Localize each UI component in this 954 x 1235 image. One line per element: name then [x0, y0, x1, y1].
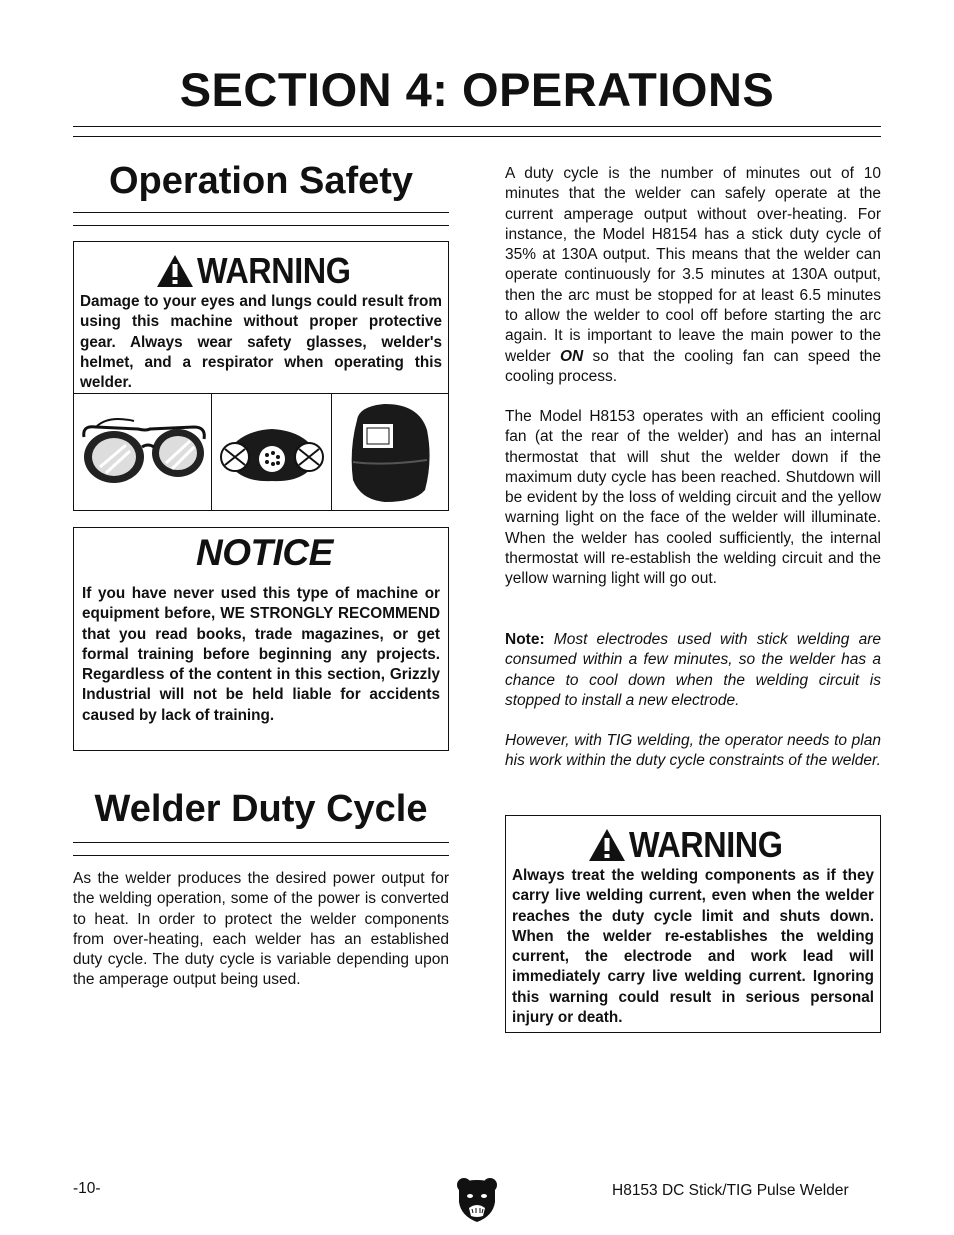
warning-box-live-current	[505, 815, 881, 1033]
warning-word-2: WARNING	[628, 824, 783, 865]
duty-cycle-paragraph: As the welder produces the desired power output for the welding operation, some of the power is converted to heat. In order to protect the welder components from over-heating, each welder has an established duty cycle. The duty cycle is variable depending upon the amperage output being used.	[73, 870, 449, 989]
warning-box-safety	[73, 241, 449, 511]
warning-triangle-icon	[155, 253, 195, 289]
heading-rule-bottom	[73, 225, 449, 226]
grizzly-bear-logo	[455, 1176, 499, 1224]
warning-header	[74, 246, 448, 296]
note-paragraph	[505, 630, 881, 711]
duty-heading-rule-top	[73, 842, 449, 843]
respirator-icon	[217, 417, 327, 487]
right-paragraph-2: The Model H8153 operates with an efficient cooling fan (at the rear of the welder) and has an internal thermostat that will shut the welder down if the maximum duty cycle has been reached. Shutdown will be evident by the loss of welding circuit and the yellow warning light on the face of the welder will illuminate. When the welder has cooled sufficiently, the internal thermostat will re-establish the welding circuit and the yellow warning light will go out.	[505, 408, 881, 588]
section-title: SECTION 4: OPERATIONS	[179, 63, 775, 116]
page-number: -10-	[73, 1180, 101, 1197]
ppe-image-row	[74, 393, 448, 510]
notice-box	[73, 527, 449, 751]
notice-text: If you have never used this type of machine or equipment before, WE STRONGLY RECOMMEND that you read books, trade magazines, or get formal training before beginning any projects. Regardless of the content in this section, Grizzly Industrial will not be held liable for accidents caused by lack of training.	[82, 585, 440, 724]
operation-safety-heading: Operation Safety	[108, 160, 414, 202]
warning-word: WARNING	[196, 250, 351, 291]
notice-word: NOTICE	[196, 532, 333, 573]
duty-heading-rule-bottom	[73, 855, 449, 856]
note-text: Most electrodes used with stick welding are consumed within a few minutes, so the welder has a chance to cool down when the welding circuit is stopped to install a new electrode.	[505, 631, 881, 709]
warning-header-2	[506, 820, 880, 870]
warning-triangle-icon	[587, 827, 627, 863]
note-label: Note:	[505, 631, 545, 648]
helmet-cell	[332, 394, 448, 510]
right-paragraph-4: However, with TIG welding, the operator needs to plan his work within the duty cycle constraints of the welder.	[505, 732, 881, 770]
notice-header	[74, 528, 448, 584]
para1-text-a: A duty cycle is the number of minutes out of 10 minutes that the welder can safely operate at the current amperage output without over-heating. For instance, the Model H8154 has a stick duty cycle of 35% at 130A output. This means that the welder can operate continuously for 3.5 minutes at 130A output, then the arc must be stopped for at least 6.5 minutes to allow the welder to cool off before starting the arc again. It is important to leave the main power to the welder	[505, 165, 881, 365]
respirator-cell	[212, 394, 332, 510]
title-rule-top	[73, 126, 881, 127]
right-paragraph-1	[505, 164, 881, 387]
para1-on: ON	[559, 347, 584, 365]
safety-glasses-icon	[78, 407, 208, 497]
para1-text-b: so that the cooling fan can speed the cooling process.	[505, 347, 881, 385]
footer-model: H8153 DC Stick/TIG Pulse Welder	[612, 1182, 849, 1199]
welding-helmet-icon	[345, 400, 435, 504]
duty-cycle-heading: Welder Duty Cycle	[94, 788, 428, 830]
warning-text-2: Always treat the welding components as if they carry live welding current, even when the welder reaches the duty cycle limit and shuts down. When the welder re-establishes the welding current, the electrode and work lead will immediately carry live welding current. Ignoring this warning could result in serious personal injury or death.	[512, 867, 874, 1027]
glasses-cell	[74, 394, 212, 510]
warning-text: Damage to your eyes and lungs could result from using this machine without proper protective gear. Always wear safety glasses, welder's helmet, and a respirator when operating this welder.	[80, 293, 442, 392]
heading-rule-top	[73, 212, 449, 213]
title-rule-bottom	[73, 136, 881, 137]
